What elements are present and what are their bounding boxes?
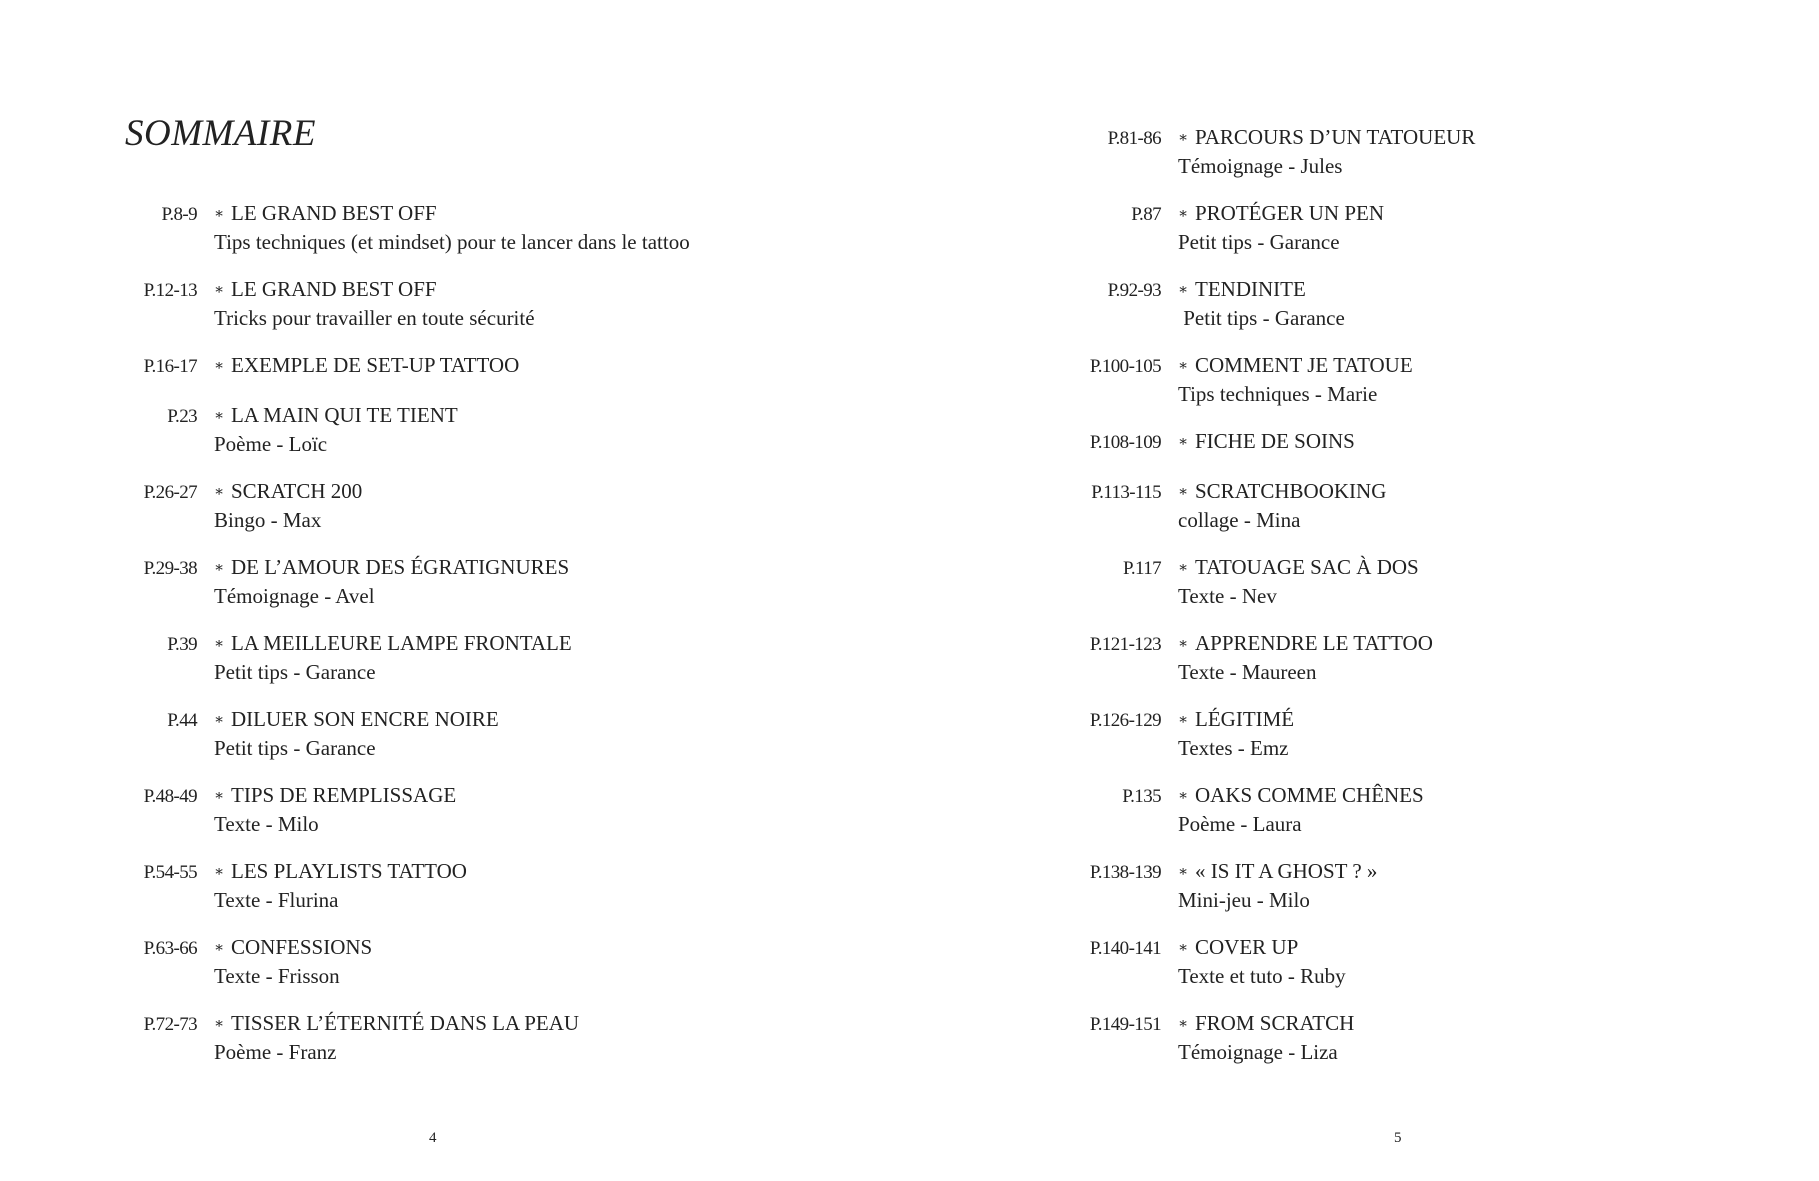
asterisk-icon: ∗ (214, 282, 225, 298)
toc-entry-title: APPRENDRE LE TATTOO (1195, 631, 1433, 655)
asterisk-icon: ∗ (1178, 940, 1189, 956)
toc-page-range: P.54-55 (143, 862, 197, 883)
asterisk-icon: ∗ (1178, 358, 1189, 374)
toc-entry-title: FROM SCRATCH (1195, 1011, 1355, 1035)
asterisk-icon: ∗ (214, 636, 225, 652)
toc-page-range: P.108-109 (1089, 432, 1161, 453)
toc-page-range: P.138-139 (1089, 862, 1161, 883)
asterisk-icon: ∗ (1178, 484, 1189, 500)
toc-page-range: P.12-13 (143, 280, 197, 301)
toc-entry-title: « IS IT A GHOST ? » (1195, 859, 1378, 883)
toc-entry-title: COMMENT JE TATOUE (1195, 353, 1413, 377)
asterisk-icon: ∗ (1178, 712, 1189, 728)
toc-entry-subtitle: Petit tips - Garance (214, 660, 376, 684)
page-number-right: 5 (1394, 1130, 1402, 1146)
toc-entry-subtitle: collage - Mina (1178, 508, 1301, 532)
toc-entry-title: TENDINITE (1195, 277, 1306, 301)
toc-entry-subtitle: Tricks pour travailler en toute sécurité (214, 306, 535, 330)
asterisk-icon: ∗ (214, 788, 225, 804)
toc-page-range: P.44 (167, 710, 197, 731)
toc-entry-title: TIPS DE REMPLISSAGE (231, 783, 457, 807)
toc-entry-title: DE L’AMOUR DES ÉGRATIGNURES (231, 555, 570, 579)
toc-entry-subtitle: Témoignage - Jules (1178, 154, 1343, 178)
toc-entry-title: LA MAIN QUI TE TIENT (231, 403, 458, 427)
asterisk-icon: ∗ (214, 712, 225, 728)
toc-page-range: P.117 (1122, 558, 1161, 579)
toc-page-range: P.87 (1131, 204, 1161, 225)
asterisk-icon: ∗ (214, 408, 225, 424)
toc-entry-subtitle: Texte - Maureen (1178, 660, 1317, 684)
toc-entry-title: DILUER SON ENCRE NOIRE (231, 707, 499, 731)
toc-page-range: P.81-86 (1107, 128, 1161, 149)
page-number-left: 4 (429, 1130, 437, 1146)
toc-entry-subtitle: Tips techniques (et mindset) pour te lancer dans le tattoo (214, 230, 690, 254)
toc-page-range: P.135 (1122, 786, 1161, 807)
toc-page-range: P.48-49 (143, 786, 197, 807)
toc-page-range: P.23 (167, 406, 197, 427)
toc-page-range: P.29-38 (143, 558, 197, 579)
asterisk-icon: ∗ (214, 358, 225, 374)
toc-entry-subtitle: Texte - Frisson (214, 964, 340, 988)
toc-entry-title: LE GRAND BEST OFF (231, 201, 437, 225)
asterisk-icon: ∗ (214, 484, 225, 500)
toc-entry-title: COVER UP (1195, 935, 1299, 959)
asterisk-icon: ∗ (1178, 1016, 1189, 1032)
toc-page-range: P.113-115 (1091, 482, 1161, 503)
toc-entry-title: OAKS COMME CHÊNES (1195, 783, 1424, 807)
toc-entry-subtitle: Poème - Loïc (214, 432, 328, 456)
toc-entry-title: SCRATCH 200 (231, 479, 363, 503)
toc-entry-title: CONFESSIONS (231, 935, 373, 959)
toc-entry-subtitle: Texte - Nev (1178, 584, 1277, 608)
toc-entry-subtitle: Poème - Laura (1178, 812, 1302, 836)
toc-entry-title: PROTÉGER UN PEN (1195, 201, 1385, 225)
asterisk-icon: ∗ (214, 206, 225, 222)
toc-page-range: P.100-105 (1089, 356, 1161, 377)
toc-entry-title: SCRATCHBOOKING (1195, 479, 1387, 503)
asterisk-icon: ∗ (1178, 864, 1189, 880)
toc-entry-subtitle: Témoignage - Avel (214, 584, 375, 608)
toc-page-range: P.92-93 (1107, 280, 1161, 301)
toc-entry-title: TATOUAGE SAC À DOS (1195, 555, 1419, 579)
toc-entry-subtitle: Texte - Milo (214, 812, 319, 836)
asterisk-icon: ∗ (1178, 788, 1189, 804)
page-title: SOMMAIRE (125, 113, 316, 154)
asterisk-icon: ∗ (1178, 130, 1189, 146)
toc-entry-title: FICHE DE SOINS (1195, 429, 1355, 453)
toc-entry-subtitle: Bingo - Max (214, 508, 322, 532)
toc-entry-subtitle: Petit tips - Garance (1178, 306, 1345, 330)
toc-entry-subtitle: Mini-jeu - Milo (1178, 888, 1310, 912)
toc-page-range: P.72-73 (143, 1014, 197, 1035)
toc-entry-title: LA MEILLEURE LAMPE FRONTALE (231, 631, 572, 655)
toc-entry-title: LES PLAYLISTS TATTOO (231, 859, 467, 883)
asterisk-icon: ∗ (1178, 206, 1189, 222)
toc-page-range: P.126-129 (1089, 710, 1161, 731)
toc-page-range: P.16-17 (143, 356, 197, 377)
asterisk-icon: ∗ (214, 864, 225, 880)
toc-page-range: P.149-151 (1089, 1014, 1161, 1035)
toc-entry-subtitle: Texte et tuto - Ruby (1178, 964, 1346, 988)
asterisk-icon: ∗ (1178, 636, 1189, 652)
toc-entry-subtitle: Petit tips - Garance (1178, 230, 1340, 254)
toc-entry-subtitle: Tips techniques - Marie (1178, 382, 1378, 406)
asterisk-icon: ∗ (214, 560, 225, 576)
toc-entry-title: TISSER L’ÉTERNITÉ DANS LA PEAU (231, 1011, 580, 1035)
toc-page-range: P.63-66 (143, 938, 197, 959)
toc-entry-title: PARCOURS D’UN TATOUEUR (1195, 125, 1476, 149)
asterisk-icon: ∗ (1178, 560, 1189, 576)
toc-page-range: P.26-27 (143, 482, 197, 503)
toc-entry-subtitle: Témoignage - Liza (1178, 1040, 1338, 1064)
asterisk-icon: ∗ (1178, 434, 1189, 450)
toc-entry-title: LÉGITIMÉ (1195, 707, 1295, 731)
toc-entry-subtitle: Textes - Emz (1178, 736, 1289, 760)
toc-entry-subtitle: Poème - Franz (214, 1040, 337, 1064)
toc-page-range: P.8-9 (161, 204, 197, 225)
toc-page-range: P.39 (167, 634, 197, 655)
asterisk-icon: ∗ (214, 1016, 225, 1032)
toc-page-range: P.121-123 (1089, 634, 1161, 655)
toc-page-range: P.140-141 (1089, 938, 1161, 959)
toc-entry-title: LE GRAND BEST OFF (231, 277, 437, 301)
right-page (910, 0, 1819, 1181)
toc-entry-title: EXEMPLE DE SET-UP TATTOO (231, 353, 520, 377)
toc-entry-subtitle: Texte - Flurina (214, 888, 339, 912)
asterisk-icon: ∗ (214, 940, 225, 956)
toc-entry-subtitle: Petit tips - Garance (214, 736, 376, 760)
asterisk-icon: ∗ (1178, 282, 1189, 298)
